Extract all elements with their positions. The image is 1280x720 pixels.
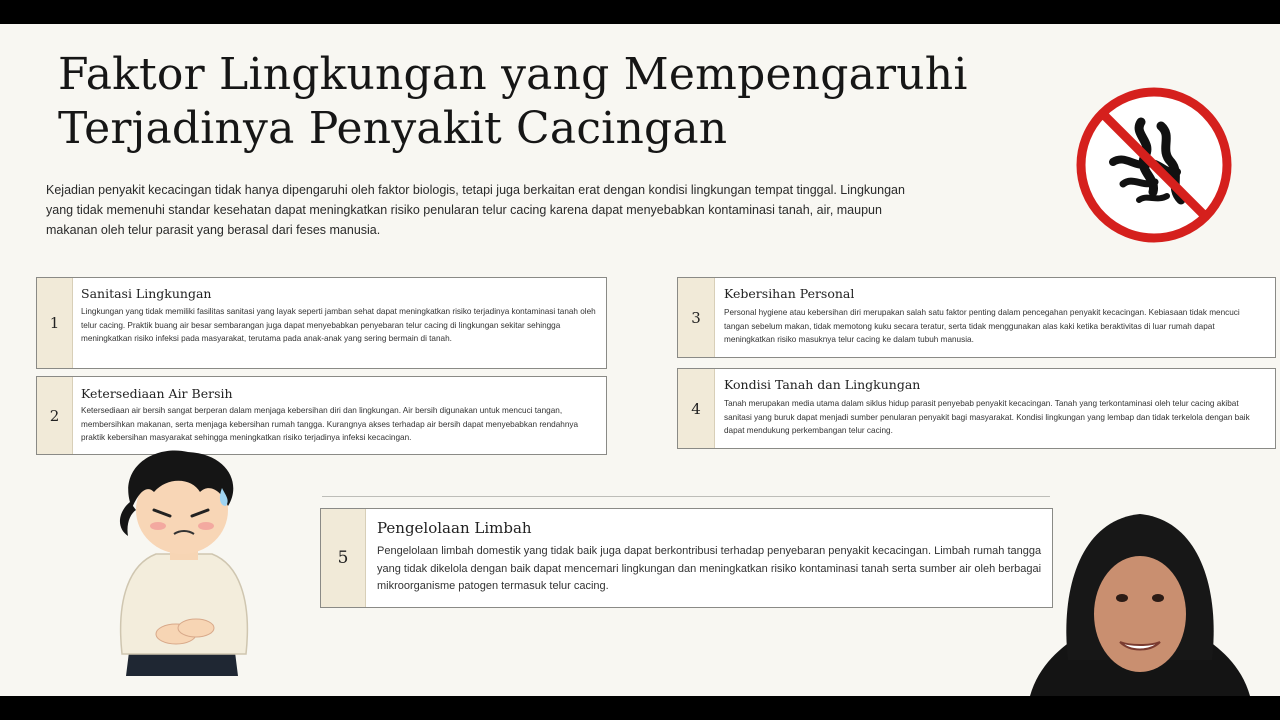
factor-card-4 bbox=[677, 368, 1276, 449]
factor-card-2 bbox=[36, 376, 607, 455]
card-body-2: Ketersediaan air bersih sangat berperan dalam menjaga kebersihan diri dan lingkungan. Air bersih digunakan untuk mencuci tangan, membersihkan makanan, serta menjaga kebersihan rumah tangga. Kurangnya akses terhadap air bersih dapat menyebabkan rendahnya praktik kebersihan masyarakat sehingga meningkatkan risiko terjadinya infeksi kecacingan. bbox=[81, 406, 579, 443]
sick-boy-illustration bbox=[108, 448, 258, 676]
card-title-5: Pengelolaan Limbah bbox=[377, 519, 532, 537]
card-number-3: 3 bbox=[678, 278, 715, 357]
factor-card-3 bbox=[677, 277, 1276, 358]
factor-card-1 bbox=[36, 277, 607, 369]
card-body-1: Lingkungan yang tidak memiliki fasilitas sanitasi yang layak seperti jamban sehat dapat meningkatkan risiko terjadinya kontaminasi tanah oleh telur cacing. Praktik buang air besar sembarangan juga dapat menyebabkan penyebaran telur cacing di lingkungan sekitar sehingga meningkatkan risiko infeksi pada masyarakat, terutama pada anak-anak yang sering bermain di tanah. bbox=[81, 307, 596, 344]
card-number-5: 5 bbox=[321, 509, 366, 607]
card-body-3: Personal hygiene atau kebersihan diri merupakan salah satu faktor penting dalam pencegahan penyakit kecacingan. Kebiasaan tidak mencuci tangan sebelum makan, tidak memotong kuku secara teratur, serta tidak menggunakan alas kaki ketika beraktivitas di luar rumah dapat meningkatkan risiko masuknya telur cacing ke dalam tubuh manusia. bbox=[724, 308, 1240, 345]
card-number-4: 4 bbox=[678, 369, 715, 448]
divider-line bbox=[322, 496, 1050, 497]
card-body-4: Tanah merupakan media utama dalam siklus hidup parasit penyebab penyakit kecacingan. Tanah yang terkontaminasi oleh telur cacing akibat sanitasi yang buruk dapat menjadi sumber penularan penyakit bagi masyarakat. Kondisi lingkungan yang lembap dan tidak terkelola dengan baik dapat mendukung perkembangan telur cacing. bbox=[724, 399, 1250, 436]
card-body-5: Pengelolaan limbah domestik yang tidak baik juga dapat berkontribusi terhadap penyebaran penyakit kecacingan. Limbah rumah tangga yang tidak dikelola dengan baik dapat mencemari lingkungan dan meningkatkan risiko kontaminasi tanah serta sumber air oleh berbagai mikroorganisme patogen termasuk telur cacing. bbox=[377, 545, 1042, 593]
slide bbox=[0, 24, 1280, 696]
title-line-1: Faktor Lingkungan yang Mempengaruhi bbox=[58, 49, 968, 100]
no-worms-icon bbox=[1073, 84, 1235, 246]
slide-title bbox=[58, 48, 968, 156]
factor-card-5 bbox=[320, 508, 1053, 608]
card-number-2: 2 bbox=[37, 377, 73, 454]
card-title-1: Sanitasi Lingkungan bbox=[81, 286, 212, 301]
card-title-4: Kondisi Tanah dan Lingkungan bbox=[724, 377, 921, 392]
card-number-1: 1 bbox=[37, 278, 73, 368]
intro-paragraph: Kejadian penyakit kecacingan tidak hanya dipengaruhi oleh faktor biologis, tetapi juga berkaitan erat dengan kondisi lingkungan tempat tinggal. Lingkungan yang tidak memenuhi standar kesehatan dapat meningkatkan risiko penularan telur cacing karena dapat menyebabkan kontaminasi tanah, air, maupun makanan oleh telur parasit yang berasal dari feses manusia. bbox=[46, 183, 905, 237]
card-title-3: Kebersihan Personal bbox=[724, 286, 855, 301]
card-title-2: Ketersediaan Air Bersih bbox=[81, 386, 233, 401]
presenter-webcam bbox=[1030, 510, 1250, 696]
title-line-2: Terjadinya Penyakit Cacingan bbox=[58, 103, 728, 154]
